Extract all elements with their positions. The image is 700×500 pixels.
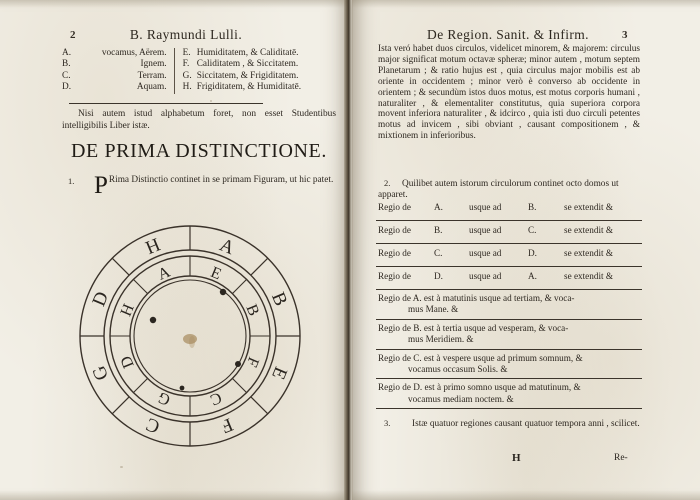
alphabet-key: D. [62, 82, 72, 93]
outer-letter-G: G [88, 362, 114, 384]
table-row [376, 198, 642, 221]
outer-letter-D: D [88, 288, 114, 310]
alphabet-key-2: G. [182, 70, 192, 81]
cell-regio: Regio de [378, 271, 411, 281]
nisi-paragraph [62, 109, 336, 132]
cell-usque-ad: usque ad [469, 271, 502, 281]
page-edge-top-shadow [0, 0, 348, 8]
alphabet-value: Ignem. [140, 59, 167, 70]
outer-letter-E: E [267, 363, 292, 383]
alphabet-key-2: H. [182, 82, 192, 93]
paper-speck [120, 466, 123, 468]
catchword: Re- [614, 453, 628, 463]
cell-from: D. [434, 271, 443, 281]
outer-letter-C: C [143, 413, 163, 438]
inner-letter-F: F [242, 354, 262, 370]
cell-description-line1: Regio de C. est à vespere usque ad primum somnum, & [378, 352, 583, 363]
cell-extendit: se extendit & [564, 248, 613, 258]
table-row [62, 48, 334, 59]
outer-letter-H: H [142, 234, 164, 260]
paragraph-1-text: Rima Distinctio continet in se primam Figuram, ut hic patet. [108, 175, 334, 185]
alphabet-value-2: Humiditatem, & Caliditatē. [196, 48, 299, 58]
outer-letter-F: F [218, 413, 236, 437]
paper-speck [210, 100, 212, 102]
alphabet-value-2: Frigiditatem, & Humiditatē. [196, 82, 302, 93]
cell-usque-ad: usque ad [469, 225, 502, 235]
inner-letter-H: H [117, 301, 138, 319]
cell-to: C. [528, 225, 537, 235]
cell-to: D. [528, 248, 537, 258]
left-page [0, 0, 348, 500]
section-title: DE PRIMA DISTINCTIONE. [71, 140, 327, 162]
signature-mark: H [512, 452, 521, 464]
paragraph-3 [376, 418, 642, 430]
alphabet-value-2: Caliditatem , & Siccitatem. [196, 59, 299, 70]
table-row [376, 221, 642, 244]
cell-regio: Regio de [378, 225, 411, 235]
outer-letter-B: B [267, 289, 292, 309]
paragraph-2-text: Quilibet autem istorum circulorum continet octo domos ut apparet. [378, 179, 619, 200]
circle-diagram-svg [76, 222, 304, 452]
cell-description-line1: Regio de B. est à tertia usque ad vesperam, & voca- [378, 322, 569, 333]
cell-description-line2: mus Meridiem. & [408, 334, 474, 345]
centre-pin-stain [183, 334, 197, 348]
inner-letter-G: G [155, 388, 173, 409]
cell-extendit: se extendit & [564, 202, 613, 212]
alphabet-value: Terram. [137, 70, 167, 81]
table-row [376, 379, 642, 409]
cell-regio: Regio de [378, 202, 411, 212]
cell-from: C. [434, 248, 443, 258]
left-page-folio-number: 2 [70, 29, 76, 41]
page-edge-bottom-shadow [0, 490, 348, 500]
drop-cap: P [94, 172, 108, 199]
cell-description-line1: Regio de A. est à matutinis usque ad tertiam, & voca- [378, 293, 575, 303]
page-edge-bottom-shadow [352, 490, 700, 500]
paragraph-1 [68, 172, 334, 199]
cell-usque-ad: usque ad [469, 248, 502, 258]
outer-letter-A: A [216, 234, 238, 260]
cell-usque-ad: usque ad [469, 202, 502, 212]
cell-extendit: se extendit & [564, 225, 613, 235]
inner-letter-C: C [207, 388, 225, 409]
alphabet-value: vocamus, Aërem. [101, 48, 167, 58]
prima-figura-circle-diagram [76, 222, 304, 452]
right-page-running-head: De Region. Sanit. & Infirm. [427, 27, 589, 42]
interior-dot [180, 386, 185, 391]
horizontal-rule [69, 103, 263, 104]
paragraph-3-text: Istæ quatuor regiones causant quatuor tempora anni , scilicet. [412, 419, 640, 429]
table-row [62, 82, 334, 93]
book-gutter-shadow [344, 0, 353, 500]
table-row [376, 290, 642, 320]
alphabet-key-2: F. [182, 59, 190, 70]
cell-extendit: se extendit & [564, 271, 613, 281]
regiones-table [376, 198, 642, 409]
left-page-running-head: B. Raymundi Lulli. [129, 27, 243, 42]
interior-dot [150, 317, 156, 323]
alphabet-key: C. [62, 70, 71, 81]
table-row [62, 71, 334, 82]
alphabet-table [62, 48, 334, 94]
inner-letter-E: E [208, 263, 224, 284]
page-edge-top-shadow [352, 0, 700, 8]
table-row [62, 59, 334, 70]
paragraph-2-number: 2. [384, 178, 391, 188]
cell-description-line1: Regio de D. est à primo somno usque ad matutinum, & [378, 382, 581, 393]
cell-to: A. [528, 271, 537, 281]
interior-dot [235, 361, 241, 367]
inner-letter-B: B [242, 301, 263, 319]
table-row [376, 267, 642, 290]
alphabet-value-2: Siccitatem, & Frigiditatem. [196, 70, 299, 81]
alphabet-key: A. [62, 48, 72, 58]
table-row [376, 244, 642, 267]
paragraph-3-number: 3. [384, 418, 391, 428]
alphabet-value: Aquam. [136, 82, 167, 93]
cell-regio: Regio de [378, 248, 411, 258]
inner-letter-D: D [117, 353, 138, 371]
cell-description-line2: vocamus occasum Solis. & [408, 364, 508, 375]
cell-to: B. [528, 202, 537, 212]
interior-dot [220, 289, 226, 295]
nisi-paragraph-text: Nisi autem istud alphabetum foret, non esset Studentibus intelligibilis Liber istæ. [62, 109, 336, 131]
table-row [376, 320, 642, 350]
cell-from: B. [434, 225, 443, 235]
table-row [376, 350, 642, 380]
alphabet-key: B. [62, 59, 71, 70]
alphabet-key-2: E. [182, 48, 191, 58]
cell-description-line2: vocamus mediam noctem. & [408, 393, 514, 404]
paragraph-1-number: 1. [68, 176, 75, 186]
cell-description-line2: mus Mane. & [408, 304, 459, 315]
right-page-body-paragraph: Ista veró habet duos circulos, videlicet minorem, & majorem: circulus major significat motum octavæ spheræ; minor autem , motum septem Planetarum ; & ratio hujus est , quia circulus major mobilis est ab oriente in occidentem ; minor verò è converso ab occidente in orientem ; & secundùm istos duos motus, est motus corporis humani , naturaliter , & elementaliter constitutus, quia superiora corpora movent inferiora naturaliter , & idcirco , quia isti duo circuli petentes motus ad invicem , sibi obviant , causant compositionem , & mixtionem in inferioribus. [378, 44, 640, 142]
right-page-folio-number: 3 [622, 29, 628, 41]
cell-from: A. [434, 202, 443, 212]
inner-letter-A: A [155, 263, 173, 284]
paragraph-1-body [94, 172, 334, 199]
